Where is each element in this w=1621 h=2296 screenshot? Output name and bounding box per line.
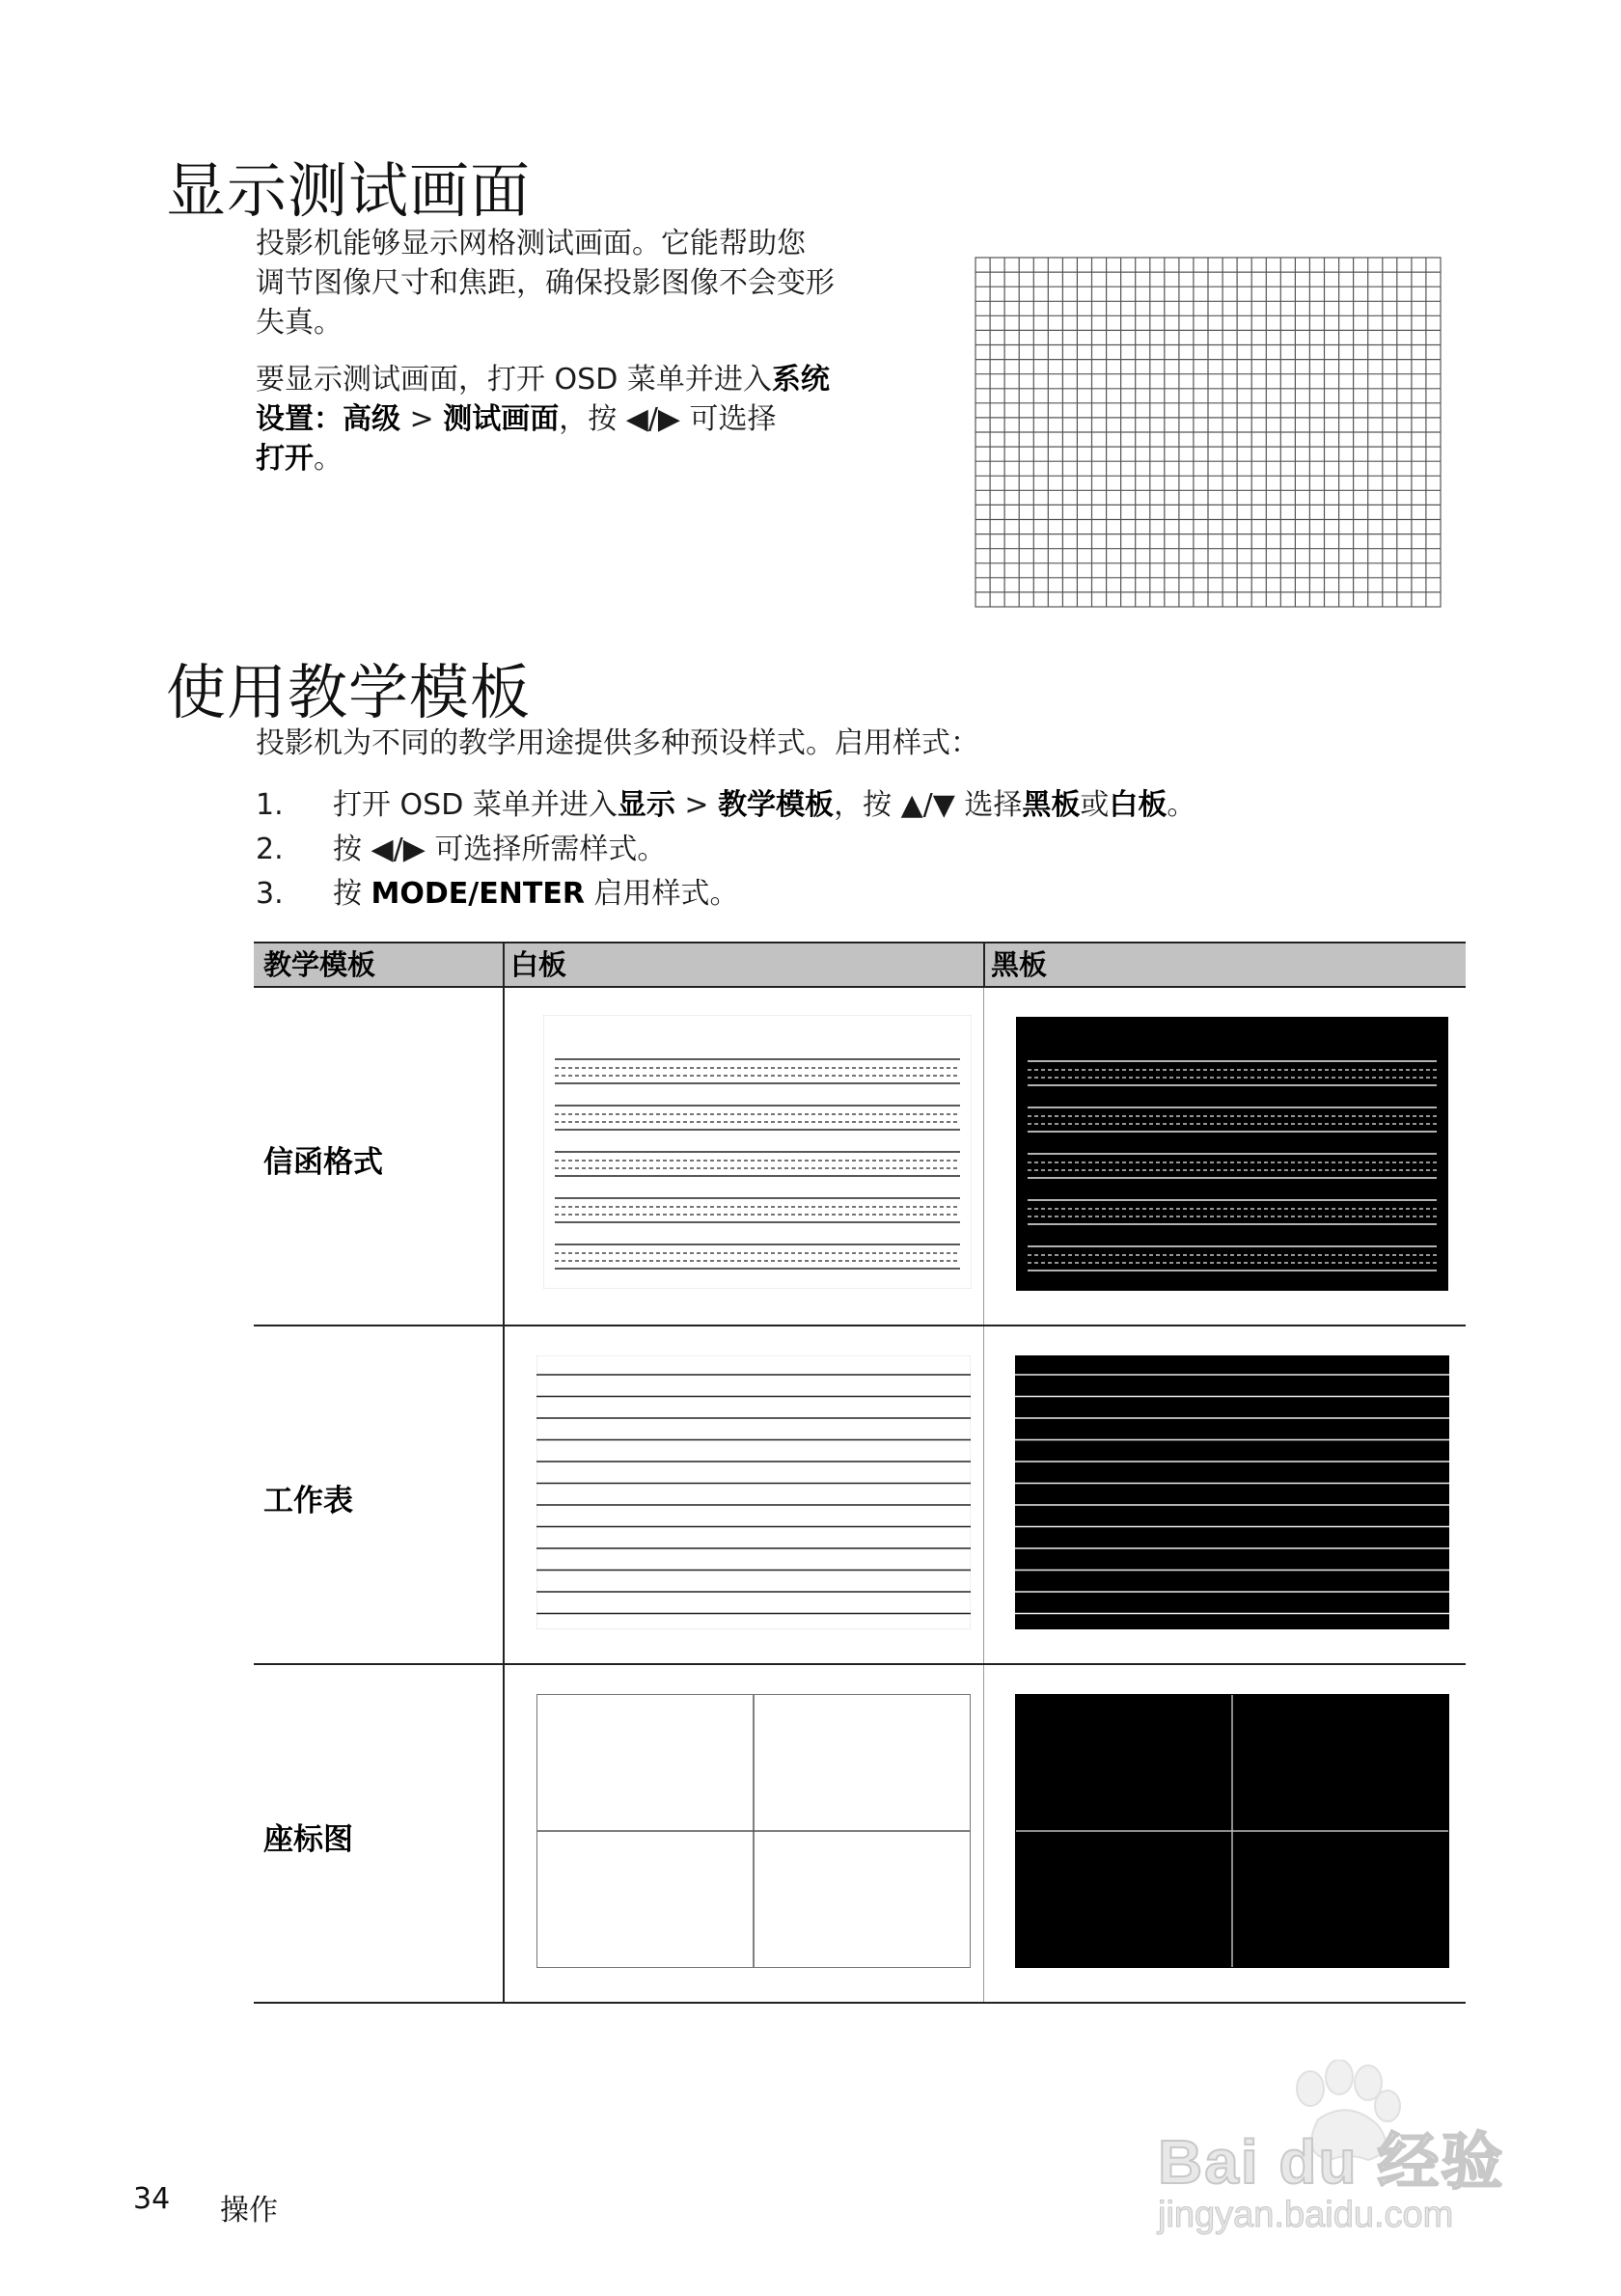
footer-chapter-label: 操作 bbox=[220, 2194, 278, 2228]
column-divider bbox=[503, 943, 505, 986]
text-fragment: ，按 ◀/▶ 可选择 bbox=[559, 402, 777, 436]
text-fragment: ，按 ▲/▼ 选择 bbox=[834, 788, 1023, 822]
step-text bbox=[333, 828, 666, 872]
text-fragment: 或 bbox=[1080, 788, 1110, 822]
text-fragment: 启用样式。 bbox=[584, 877, 739, 911]
column-divider bbox=[983, 943, 985, 986]
column-divider bbox=[983, 1665, 984, 2002]
whiteboard-preview bbox=[536, 1355, 971, 1629]
instruction-line bbox=[256, 360, 830, 399]
step-text bbox=[333, 783, 1195, 828]
test-pattern-grid-image bbox=[975, 257, 1442, 608]
text-fragment: 按 ◀/▶ 可选择所需样式。 bbox=[333, 833, 667, 866]
column-divider bbox=[983, 988, 984, 1325]
emphasis-text: 系统 bbox=[771, 363, 830, 396]
section-title-test-pattern: 显示测试画面 bbox=[166, 155, 532, 226]
header-blackboard: 黑板 bbox=[991, 948, 1048, 981]
blackboard-preview bbox=[1016, 1017, 1448, 1291]
text-fragment: 打开 OSD 菜单并进入 bbox=[333, 788, 618, 822]
table-header bbox=[254, 942, 1466, 988]
step-item bbox=[256, 828, 1471, 872]
text-fragment: > bbox=[400, 402, 444, 436]
step-item bbox=[256, 783, 1471, 828]
text-fragment: 。 bbox=[314, 442, 343, 476]
table-body bbox=[254, 988, 1466, 2004]
emphasis-text: 打开 bbox=[256, 442, 314, 476]
emphasis-text: 教学模板 bbox=[718, 788, 835, 822]
template-name: 座标图 bbox=[263, 1822, 353, 1857]
instruction-line bbox=[256, 439, 830, 478]
teaching-template-table bbox=[254, 942, 1466, 2004]
step-number: 3. bbox=[256, 877, 284, 911]
step-number: 2. bbox=[256, 833, 284, 866]
table-row bbox=[254, 1665, 1466, 2004]
column-divider bbox=[983, 1326, 984, 1663]
text-fragment: 。 bbox=[1167, 788, 1196, 822]
emphasis-text: 黑板 bbox=[1022, 788, 1081, 822]
whiteboard-preview bbox=[536, 1694, 971, 1968]
template-name: 工作表 bbox=[263, 1484, 353, 1518]
template-name: 信函格式 bbox=[263, 1145, 383, 1180]
header-whiteboard: 白板 bbox=[510, 948, 567, 981]
column-divider bbox=[503, 1665, 505, 2002]
text-fragment: > bbox=[674, 788, 719, 822]
blackboard-preview bbox=[1015, 1355, 1449, 1629]
emphasis-text: MODE/ENTER bbox=[371, 877, 585, 911]
whiteboard-preview bbox=[543, 1015, 972, 1289]
section-title-teaching-template: 使用教学模板 bbox=[166, 657, 532, 727]
header-template: 教学模板 bbox=[263, 948, 376, 981]
blackboard-preview bbox=[1015, 1694, 1449, 1968]
table-row bbox=[254, 1326, 1466, 1665]
description-line: 失真。 bbox=[256, 306, 343, 340]
step-item bbox=[256, 872, 1471, 916]
emphasis-text: 白板 bbox=[1109, 788, 1168, 822]
test-pattern-instructions bbox=[256, 360, 830, 478]
step-text bbox=[333, 872, 738, 916]
test-pattern-description bbox=[256, 224, 835, 342]
table-row bbox=[254, 988, 1466, 1326]
description-line: 调节图像尺寸和焦距，确保投影图像不会变形 bbox=[256, 266, 835, 300]
step-number: 1. bbox=[256, 788, 284, 822]
text-fragment: 按 bbox=[333, 877, 371, 911]
page-number: 34 bbox=[133, 2182, 171, 2216]
column-divider bbox=[503, 1326, 505, 1663]
text-fragment: 要显示测试画面，打开 OSD 菜单并进入 bbox=[256, 363, 772, 396]
baidu-jingyan-watermark: Bai du 经验 bbox=[1158, 2127, 1505, 2197]
emphasis-text: 设置：高级 bbox=[256, 402, 400, 436]
teaching-template-intro: 投影机为不同的教学用途提供多种预设样式。启用样式： bbox=[256, 726, 979, 760]
emphasis-text: 显示 bbox=[617, 788, 675, 822]
description-line: 投影机能够显示网格测试画面。它能帮助您 bbox=[256, 227, 806, 260]
column-divider bbox=[503, 988, 505, 1325]
instruction-line bbox=[256, 399, 830, 439]
emphasis-text: 测试画面 bbox=[443, 402, 560, 436]
watermark-url: jingyan.baidu.com bbox=[1158, 2195, 1454, 2235]
steps-list bbox=[256, 783, 1471, 916]
